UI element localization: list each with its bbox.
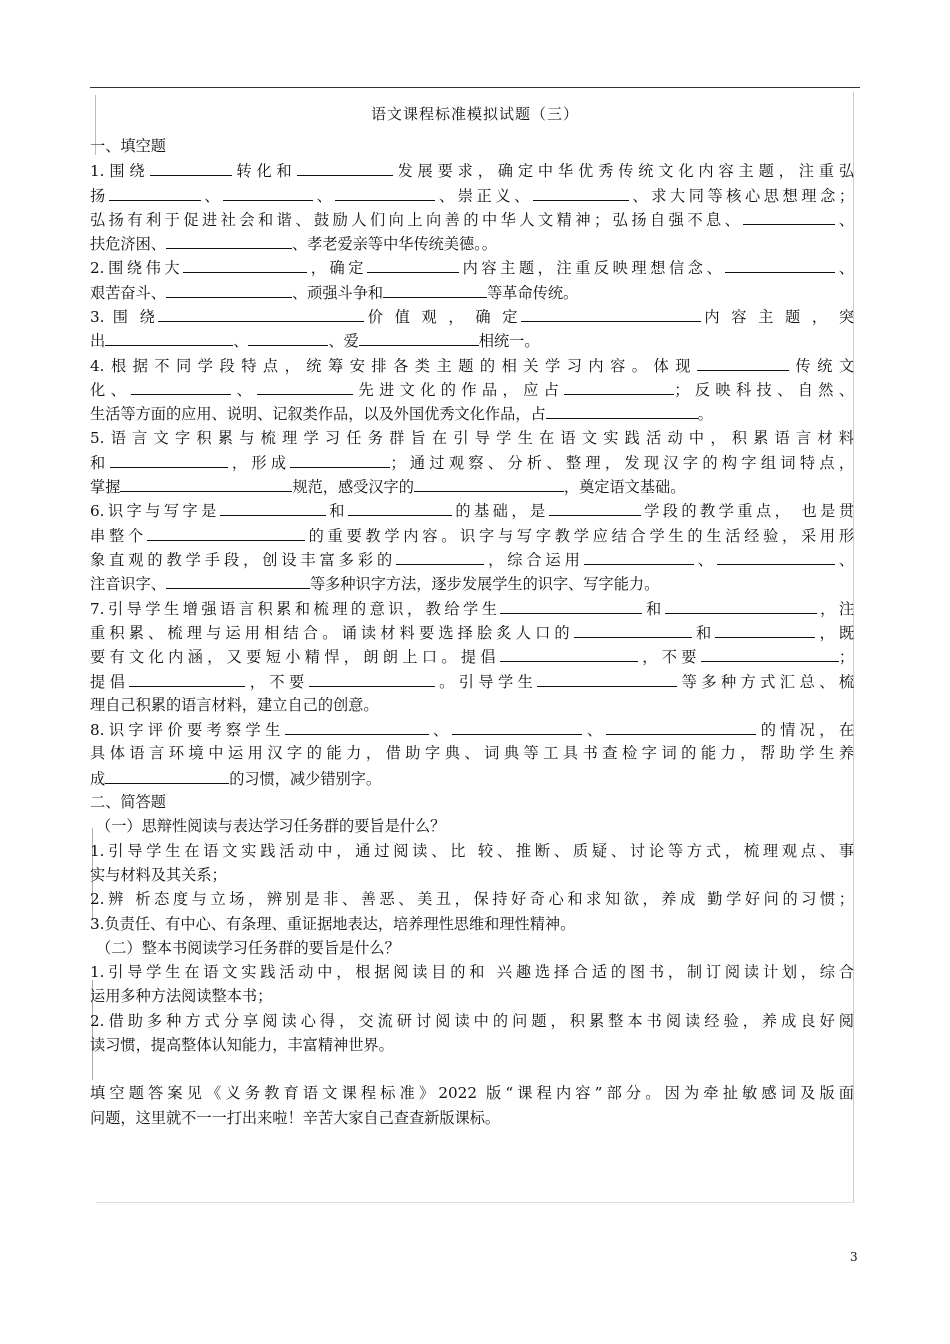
answer-blank[interactable] [335, 183, 435, 201]
short-answer-2-1-line-1: 1.引导学生在语文实践活动中，根据阅读目的和 兴趣选择合适的图书，制订阅读计划，综合 [90, 963, 854, 982]
frame-bottom-border [96, 1202, 854, 1203]
answer-blank[interactable] [521, 304, 701, 322]
answer-blank[interactable] [105, 766, 229, 784]
answer-blank[interactable] [715, 620, 815, 638]
question-2-line-2: 艰苦奋斗、 、顽强斗争和 等革命传统。 [90, 280, 854, 304]
answer-blank[interactable] [725, 255, 835, 273]
answer-blank[interactable] [309, 669, 435, 687]
short-answer-1-1-line-2: 实与材料及其关系； [90, 865, 227, 884]
question-6-line-3: 象直观的教学手段，创设丰富多彩的 ，综合运用 、 、 [90, 547, 854, 571]
answer-blank[interactable] [290, 450, 390, 468]
short-question-2-title: （二）整本书阅读学习任务群的要旨是什么？ [96, 938, 400, 957]
answer-blank[interactable] [367, 255, 459, 273]
question-6-line-4: 注音识字、 等多种识字方法，逐步发展学生的识字、写字能力。 [90, 571, 854, 595]
answer-blank[interactable] [248, 328, 328, 346]
answer-blank[interactable] [110, 450, 228, 468]
answer-note-line-2: 问题，这里就不一一打出来啦！辛苦大家自己查查新版课标。 [90, 1108, 501, 1127]
answer-blank[interactable] [109, 183, 201, 201]
short-answer-2-1-line-2: 运用多种方法阅读整本书； [90, 987, 273, 1006]
answer-blank[interactable] [500, 596, 642, 614]
document-title: 语文课程标准模拟试题（三） [370, 105, 579, 123]
question-7-line-4: 提倡 ，不要 。引导学生 等多种方式汇总、梳 [90, 669, 854, 693]
question-2-line-1: 2.围绕伟大 ，确定 内容主题，注重反映理想信念、 、 [90, 255, 854, 279]
answer-blank[interactable] [285, 717, 429, 735]
question-7-line-5: 理自己积累的语言材料，建立自己的创意。 [90, 695, 379, 714]
question-8-line-3: 成 的习惯，减少错别字。 [90, 766, 854, 790]
answer-blank[interactable] [220, 498, 326, 516]
answer-blank[interactable] [105, 328, 233, 346]
page-number: 3 [850, 1250, 858, 1264]
answer-blank[interactable] [166, 571, 310, 589]
answer-blank[interactable] [537, 669, 677, 687]
answer-blank[interactable] [223, 183, 313, 201]
question-1-line-1: 1.围绕 转化和 发展要求，确定中华优秀传统文化内容主题，注重弘 [90, 158, 854, 182]
short-answer-1-3: 3.负责任、有中心、有条理、重证据地表达，培养理性思维和理性精神。 [90, 914, 576, 933]
answer-blank[interactable] [574, 620, 692, 638]
answer-blank[interactable] [697, 353, 789, 371]
question-1-line-2: 扬 、 、 、崇正义、 、求大同等核心思想理念； [90, 183, 854, 207]
answer-blank[interactable] [546, 401, 698, 419]
answer-blank[interactable] [584, 547, 694, 565]
answer-blank[interactable] [183, 255, 307, 273]
question-8-line-1: 8.识字评价要考察学生 、 、 的情况，在 [90, 717, 854, 741]
short-answer-1-1-line-1: 1.引导学生在语文实践活动中，通过阅读、比 较、推断、质疑、讨论等方式，梳理观点、事 [90, 841, 854, 860]
question-7-line-2: 重积累、梳理与运用相结合。诵读材料要选择脍炙人口的 和 ，既 [90, 620, 854, 644]
answer-blank[interactable] [717, 547, 835, 565]
question-7-line-1: 7.引导学生增强语言积累和梳理的意识，教给学生 和 ，注 [90, 596, 854, 620]
question-1-line-4: 扶危济困、 、孝老爱亲等中华传统美德。。 [90, 231, 854, 255]
answer-blank[interactable] [348, 498, 452, 516]
answer-note-line-1: 填空题答案见《义务教育语文课程标准》2022 版“课程内容”部分。因为牵扯敏感词及版面 [90, 1084, 854, 1103]
answer-blank[interactable] [297, 158, 393, 176]
short-answer-1-2: 2.辨 析态度与立场，辨别是非、善恶、美丑，保持好奇心和求知欲，养成 勤学好问的习惯； [90, 890, 854, 909]
answer-blank[interactable] [147, 523, 305, 541]
question-6-line-2: 串整个 的重要教学内容。识字与写字教学应结合学生的生活经验，采用形 [90, 523, 854, 547]
answer-blank[interactable] [120, 474, 292, 492]
question-8-line-2: 具体语言环境中运用汉字的能力，借助字典、词典等工具书查检字词的能力，帮助学生养 [90, 744, 854, 763]
answer-blank[interactable] [359, 328, 479, 346]
short-answer-2-2-line-2: 读习惯，提高整体认知能力，丰富精神世界。 [90, 1035, 394, 1054]
document-body [90, 134, 854, 1130]
short-answer-2-2-line-1: 2.借助多种方式分享阅读心得，交流研讨阅读中的问题，积累整本书阅读经验，养成良好阅 [90, 1011, 854, 1030]
answer-blank[interactable] [158, 304, 364, 322]
question-6-line-1: 6.识字与写字是 和 的基础，是 学段的教学重点， 也是贯 [90, 498, 854, 522]
question-5-line-2: 和 ，形成 ；通过观察、分析、整理，发现汉字的构字组词特点， [90, 450, 854, 474]
answer-blank[interactable] [383, 280, 487, 298]
answer-blank[interactable] [131, 377, 231, 395]
answer-blank[interactable] [564, 377, 674, 395]
answer-blank[interactable] [743, 207, 835, 225]
answer-blank[interactable] [549, 498, 641, 516]
answer-blank[interactable] [533, 183, 629, 201]
question-4-line-1: 4.根据不同学段特点，统筹安排各类主题的相关学习内容。体现 传统文 [90, 353, 854, 377]
answer-blank[interactable] [452, 717, 582, 735]
section-title-short-answer: 二、简答题 [90, 793, 166, 812]
answer-blank[interactable] [500, 644, 638, 662]
section-title-fill: 一、填空题 [90, 137, 166, 155]
answer-blank[interactable] [396, 547, 484, 565]
question-1-line-3: 弘扬有利于促进社会和谐、鼓励人们向上向善的中华人文精神；弘扬自强不息、 、 [90, 207, 854, 231]
answer-blank[interactable] [665, 596, 817, 614]
question-4-line-2: 化、 、 先进文化的作品，应占 ；反映科技、自然、 [90, 377, 854, 401]
question-7-line-3: 要有文化内涵，又要短小精悍，朗朗上口。提倡 ，不要 ； [90, 644, 854, 668]
question-5-line-3: 掌握 规范，感受汉字的 ，奠定语文基础。 [90, 474, 854, 498]
answer-blank[interactable] [166, 280, 292, 298]
answer-blank[interactable] [606, 717, 756, 735]
question-3-line-2: 出 、 、爱 相统一。 [90, 328, 854, 352]
answer-blank[interactable] [166, 231, 292, 249]
question-3-line-1: 3. 围 绕 价 值 观 ， 确 定 内 容 主 题 ， 突 [90, 304, 854, 328]
question-4-line-3: 生活等方面的应用、说明、记叙类作品，以及外国优秀文化作品，占 。 [90, 401, 854, 425]
answer-blank[interactable] [150, 158, 232, 176]
top-rule [90, 87, 860, 88]
answer-blank[interactable] [257, 377, 353, 395]
answer-blank[interactable] [701, 644, 839, 662]
answer-blank[interactable] [129, 669, 245, 687]
answer-blank[interactable] [414, 474, 564, 492]
question-5-line-1: 5.语言文字积累与梳理学习任务群旨在引导学生在语文实践活动中，积累语言材料 [90, 428, 854, 447]
short-question-1-title: （一）思辩性阅读与表达学习任务群的要旨是什么？ [96, 817, 446, 836]
